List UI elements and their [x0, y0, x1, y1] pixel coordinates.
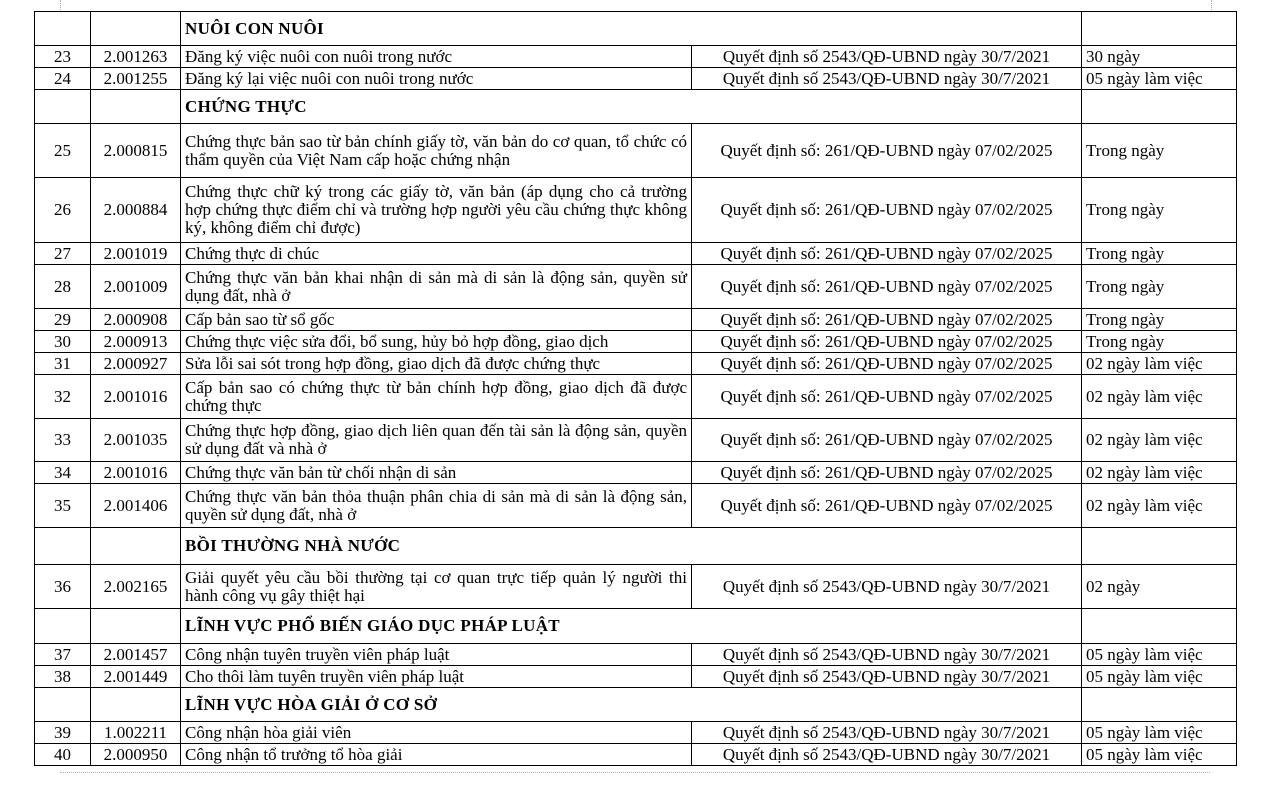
- section-row: [35, 12, 1237, 46]
- stt-cell: 26: [35, 178, 91, 243]
- table-row: [35, 744, 1237, 766]
- time-cell: [1082, 90, 1237, 124]
- procedure-name-cell: Đăng ký lại việc nuôi con nuôi trong nước: [181, 68, 692, 90]
- decision-cell: Quyết định số: 261/QĐ-UBND ngày 07/02/2025: [692, 309, 1082, 331]
- stt-cell: [35, 528, 91, 565]
- time-cell: 05 ngày làm việc: [1082, 644, 1237, 666]
- table-row: [35, 666, 1237, 688]
- code-cell: 2.000950: [91, 744, 181, 766]
- table-row: [35, 68, 1237, 90]
- time-cell: Trong ngày: [1082, 309, 1237, 331]
- decision-cell: Quyết định số: 261/QĐ-UBND ngày 07/02/2025: [692, 462, 1082, 484]
- time-cell: 05 ngày làm việc: [1082, 68, 1237, 90]
- time-cell: 05 ngày làm việc: [1082, 666, 1237, 688]
- decision-cell: Quyết định số 2543/QĐ-UBND ngày 30/7/2021: [692, 46, 1082, 68]
- section-title: BỒI THƯỜNG NHÀ NƯỚC: [181, 528, 1082, 565]
- stt-cell: 38: [35, 666, 91, 688]
- time-cell: 02 ngày: [1082, 565, 1237, 609]
- time-cell: 02 ngày làm việc: [1082, 353, 1237, 375]
- decision-cell: Quyết định số 2543/QĐ-UBND ngày 30/7/2021: [692, 666, 1082, 688]
- time-cell: Trong ngày: [1082, 178, 1237, 243]
- code-cell: 2.001016: [91, 462, 181, 484]
- procedure-name-cell: Cho thôi làm tuyên truyền viên pháp luật: [181, 666, 692, 688]
- code-cell: 2.001009: [91, 265, 181, 309]
- procedure-name-cell: Sửa lỗi sai sót trong hợp đồng, giao dịch đã được chứng thực: [181, 353, 692, 375]
- time-cell: [1082, 609, 1237, 644]
- time-cell: 02 ngày làm việc: [1082, 484, 1237, 528]
- table-row: [35, 419, 1237, 462]
- procedure-name-cell: Cấp bản sao có chứng thực từ bản chính hợp đồng, giao dịch đã được chứng thực: [181, 375, 692, 419]
- section-title: LĨNH VỰC PHỔ BIẾN GIÁO DỤC PHÁP LUẬT: [181, 609, 1082, 644]
- table-row: [35, 178, 1237, 243]
- procedure-name-cell: Giải quyết yêu cầu bồi thường tại cơ quan trực tiếp quản lý người thi hành công vụ gây thiệt hại: [181, 565, 692, 609]
- section-row: [35, 688, 1237, 722]
- procedure-name-cell: Đăng ký việc nuôi con nuôi trong nước: [181, 46, 692, 68]
- procedure-name-cell: Công nhận hòa giải viên: [181, 722, 692, 744]
- table-row: [35, 484, 1237, 528]
- code-cell: 2.001016: [91, 375, 181, 419]
- time-cell: [1082, 528, 1237, 565]
- decision-cell: Quyết định số: 261/QĐ-UBND ngày 07/02/2025: [692, 124, 1082, 178]
- decision-cell: Quyết định số: 261/QĐ-UBND ngày 07/02/2025: [692, 484, 1082, 528]
- table-row: [35, 462, 1237, 484]
- code-cell: 2.000884: [91, 178, 181, 243]
- stt-cell: 23: [35, 46, 91, 68]
- code-cell: 2.000927: [91, 353, 181, 375]
- procedure-name-cell: Cấp bản sao từ sổ gốc: [181, 309, 692, 331]
- procedure-name-cell: Chứng thực di chúc: [181, 243, 692, 265]
- code-cell: [91, 528, 181, 565]
- stt-cell: 33: [35, 419, 91, 462]
- time-cell: 02 ngày làm việc: [1082, 462, 1237, 484]
- procedure-name-cell: Chứng thực bản sao từ bản chính giấy tờ, văn bản do cơ quan, tổ chức có thẩm quyền của Việt Nam cấp hoặc chứng nhận: [181, 124, 692, 178]
- procedure-name-cell: Công nhận tuyên truyền viên pháp luật: [181, 644, 692, 666]
- code-cell: [91, 12, 181, 46]
- stt-cell: 34: [35, 462, 91, 484]
- table-row: [35, 331, 1237, 353]
- stt-cell: 35: [35, 484, 91, 528]
- code-cell: 2.000913: [91, 331, 181, 353]
- time-cell: Trong ngày: [1082, 331, 1237, 353]
- procedure-name-cell: Chứng thực chữ ký trong các giấy tờ, văn bản (áp dụng cho cả trường hợp chứng thực điểm chỉ và trường hợp người yêu cầu chứng thực không ký, không điểm chỉ được): [181, 178, 692, 243]
- code-cell: 2.001263: [91, 46, 181, 68]
- stt-cell: 30: [35, 331, 91, 353]
- decision-cell: Quyết định số 2543/QĐ-UBND ngày 30/7/2021: [692, 565, 1082, 609]
- decision-cell: Quyết định số 2543/QĐ-UBND ngày 30/7/2021: [692, 644, 1082, 666]
- table-row: [35, 309, 1237, 331]
- code-cell: 2.001457: [91, 644, 181, 666]
- stt-cell: 24: [35, 68, 91, 90]
- stt-cell: 37: [35, 644, 91, 666]
- code-cell: 2.001406: [91, 484, 181, 528]
- procedure-name-cell: Chứng thực văn bản khai nhận di sản mà di sản là động sản, quyền sử dụng đất, nhà ở: [181, 265, 692, 309]
- time-cell: [1082, 12, 1237, 46]
- code-cell: [91, 90, 181, 124]
- time-cell: 05 ngày làm việc: [1082, 744, 1237, 766]
- time-cell: [1082, 688, 1237, 722]
- decision-cell: Quyết định số 2543/QĐ-UBND ngày 30/7/2021: [692, 722, 1082, 744]
- section-title: NUÔI CON NUÔI: [181, 12, 1082, 46]
- decision-cell: Quyết định số: 261/QĐ-UBND ngày 07/02/2025: [692, 375, 1082, 419]
- stt-cell: 36: [35, 565, 91, 609]
- stt-cell: [35, 688, 91, 722]
- decision-cell: Quyết định số: 261/QĐ-UBND ngày 07/02/2025: [692, 331, 1082, 353]
- decision-cell: Quyết định số 2543/QĐ-UBND ngày 30/7/2021: [692, 68, 1082, 90]
- code-cell: 1.002211: [91, 722, 181, 744]
- time-cell: Trong ngày: [1082, 243, 1237, 265]
- table-row: [35, 375, 1237, 419]
- time-cell: 05 ngày làm việc: [1082, 722, 1237, 744]
- time-cell: Trong ngày: [1082, 124, 1237, 178]
- stt-cell: [35, 90, 91, 124]
- table-row: [35, 243, 1237, 265]
- procedure-name-cell: Chứng thực văn bản từ chối nhận di sản: [181, 462, 692, 484]
- procedure-name-cell: Chứng thực việc sửa đổi, bổ sung, hủy bỏ hợp đồng, giao dịch: [181, 331, 692, 353]
- stt-cell: 28: [35, 265, 91, 309]
- procedures-table: [34, 11, 1237, 766]
- stt-cell: 29: [35, 309, 91, 331]
- section-title: CHỨNG THỰC: [181, 90, 1082, 124]
- code-cell: 2.000908: [91, 309, 181, 331]
- procedure-name-cell: Chứng thực văn bản thỏa thuận phân chia di sản mà di sản là động sản, quyền sử dụng đất, nhà ở: [181, 484, 692, 528]
- decision-cell: Quyết định số: 261/QĐ-UBND ngày 07/02/2025: [692, 265, 1082, 309]
- time-cell: 02 ngày làm việc: [1082, 419, 1237, 462]
- procedure-name-cell: Công nhận tổ trưởng tổ hòa giải: [181, 744, 692, 766]
- stt-cell: [35, 12, 91, 46]
- table-row: [35, 565, 1237, 609]
- code-cell: 2.001255: [91, 68, 181, 90]
- page-margin-guide-top: [60, 0, 1212, 10]
- table-row: [35, 46, 1237, 68]
- code-cell: 2.000815: [91, 124, 181, 178]
- section-title: LĨNH VỰC HÒA GIẢI Ở CƠ SỞ: [181, 688, 1082, 722]
- time-cell: 30 ngày: [1082, 46, 1237, 68]
- stt-cell: 40: [35, 744, 91, 766]
- section-row: [35, 90, 1237, 124]
- table-row: [35, 353, 1237, 375]
- decision-cell: Quyết định số: 261/QĐ-UBND ngày 07/02/2025: [692, 243, 1082, 265]
- stt-cell: 27: [35, 243, 91, 265]
- decision-cell: Quyết định số: 261/QĐ-UBND ngày 07/02/2025: [692, 353, 1082, 375]
- decision-cell: Quyết định số 2543/QĐ-UBND ngày 30/7/2021: [692, 744, 1082, 766]
- stt-cell: 32: [35, 375, 91, 419]
- stt-cell: [35, 609, 91, 644]
- stt-cell: 25: [35, 124, 91, 178]
- code-cell: 2.001449: [91, 666, 181, 688]
- code-cell: 2.001035: [91, 419, 181, 462]
- section-row: [35, 609, 1237, 644]
- table-row: [35, 265, 1237, 309]
- decision-cell: Quyết định số: 261/QĐ-UBND ngày 07/02/2025: [692, 178, 1082, 243]
- code-cell: [91, 688, 181, 722]
- table-row: [35, 124, 1237, 178]
- decision-cell: Quyết định số: 261/QĐ-UBND ngày 07/02/2025: [692, 419, 1082, 462]
- stt-cell: 39: [35, 722, 91, 744]
- section-row: [35, 528, 1237, 565]
- time-cell: 02 ngày làm việc: [1082, 375, 1237, 419]
- table-row: [35, 722, 1237, 744]
- page-margin-guide-bottom: [60, 772, 1210, 793]
- code-cell: [91, 609, 181, 644]
- procedure-name-cell: Chứng thực hợp đồng, giao dịch liên quan đến tài sản là động sản, quyền sử dụng đất và nhà ở: [181, 419, 692, 462]
- time-cell: Trong ngày: [1082, 265, 1237, 309]
- code-cell: 2.002165: [91, 565, 181, 609]
- table-row: [35, 644, 1237, 666]
- code-cell: 2.001019: [91, 243, 181, 265]
- stt-cell: 31: [35, 353, 91, 375]
